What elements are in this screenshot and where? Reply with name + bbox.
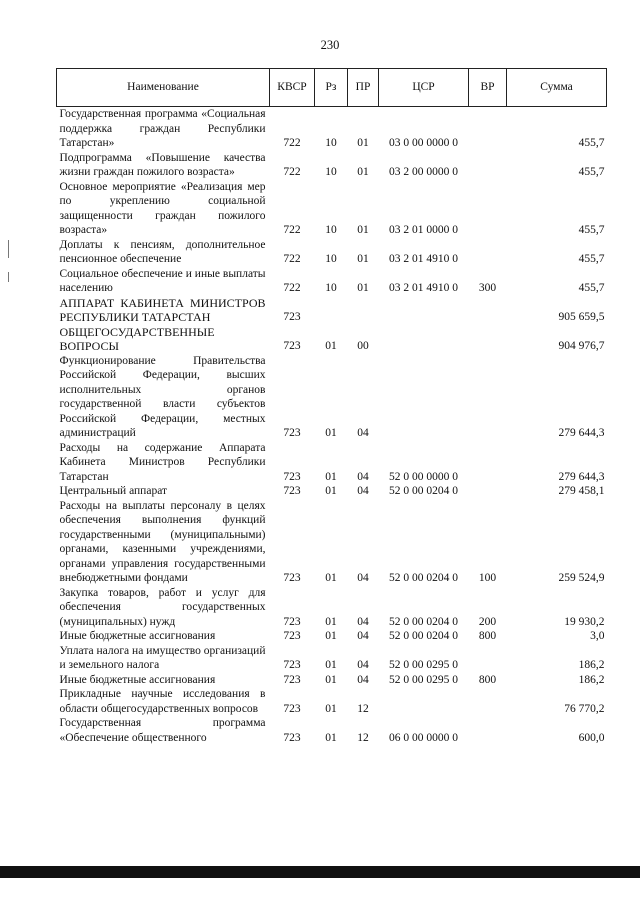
cell-name: Уплата налога на имущество организаций и земельного налога <box>59 644 266 671</box>
cell-vr <box>469 716 507 745</box>
cell-sum: 3,0 <box>590 630 605 642</box>
cell-kvsr: 722 <box>283 253 301 265</box>
cell-vr <box>469 238 507 267</box>
cell-csr: 06 0 00 0000 0 <box>389 731 458 744</box>
scan-edge-mark <box>8 240 9 258</box>
cell-sum: 905 659,5 <box>558 311 605 323</box>
cell-vr: 100 <box>478 572 497 584</box>
cell-vr <box>469 644 507 673</box>
cell-sum: 455,7 <box>578 166 605 178</box>
cell-vr <box>469 354 507 441</box>
cell-name: Доплаты к пенсиям, дополнительное пенсионное обеспечение <box>59 238 266 265</box>
table-row <box>57 673 607 688</box>
cell-pr: 12 <box>357 731 369 744</box>
cell-pr: 00 <box>357 340 369 352</box>
cell-csr: 52 0 00 0295 0 <box>389 673 458 686</box>
cell-vr: 300 <box>478 282 497 294</box>
cell-pr: 04 <box>357 470 369 483</box>
cell-vr <box>469 687 507 716</box>
cell-csr <box>379 296 469 325</box>
cell-pr: 01 <box>357 253 369 265</box>
cell-pr: 04 <box>357 630 369 642</box>
cell-rz: 01 <box>325 427 337 439</box>
cell-pr: 04 <box>357 673 369 686</box>
cell-name: Подпрограмма «Повышение качества жизни граждан пожилого возраста» <box>59 151 266 178</box>
cell-name: АППАРАТ КАБИНЕТА МИНИСТРОВ РЕСПУБЛИКИ ТАТАРСТАН <box>59 295 266 324</box>
cell-name: Государственная программа «Обеспечение общественного <box>59 717 266 744</box>
cell-vr <box>469 296 507 325</box>
table-row <box>57 267 607 296</box>
cell-vr <box>469 325 507 354</box>
cell-rz: 01 <box>325 470 337 483</box>
table-header-row <box>57 69 607 107</box>
cell-name: Закупка товаров, работ и услуг для обеспечения государственных (муниципальных) нужд <box>59 586 266 628</box>
cell-rz: 01 <box>325 340 337 352</box>
cell-rz: 01 <box>325 731 337 744</box>
cell-csr: 52 0 00 0204 0 <box>389 630 458 642</box>
cell-vr: 800 <box>478 673 497 686</box>
cell-sum: 455,7 <box>578 282 605 294</box>
cell-csr: 03 2 01 4910 0 <box>389 253 458 265</box>
cell-name: Расходы на содержание Аппарата Кабинета Министров Республики Татарстан <box>59 441 266 483</box>
cell-kvsr: 723 <box>283 340 301 352</box>
cell-csr: 03 0 00 0000 0 <box>389 137 458 149</box>
table-row <box>57 629 607 644</box>
cell-pr: 04 <box>357 659 369 671</box>
table-row <box>57 296 607 325</box>
cell-csr: 52 0 00 0204 0 <box>389 485 458 497</box>
cell-rz <box>315 296 348 325</box>
cell-kvsr: 723 <box>283 673 301 686</box>
table-row <box>57 354 607 441</box>
cell-name: Государственная программа «Социальная поддержка граждан Республики Татарстан» <box>59 108 266 149</box>
cell-sum: 455,7 <box>578 137 605 149</box>
col-header-sum: Сумма <box>507 69 607 107</box>
cell-rz: 10 <box>325 224 337 236</box>
table-row <box>57 586 607 630</box>
cell-name: Иные бюджетные ассигнования <box>59 630 216 642</box>
cell-pr: 04 <box>357 572 369 584</box>
table-row <box>57 499 607 586</box>
cell-sum: 259 524,9 <box>558 572 605 584</box>
cell-pr: 01 <box>357 224 369 236</box>
table-body <box>57 107 607 746</box>
cell-kvsr: 722 <box>283 166 301 178</box>
cell-name: Центральный аппарат <box>59 485 168 497</box>
cell-pr: 04 <box>357 427 369 439</box>
cell-vr <box>469 151 507 180</box>
cell-kvsr: 722 <box>283 137 301 149</box>
cell-pr: 04 <box>357 485 369 497</box>
cell-sum: 279 644,3 <box>558 427 605 439</box>
cell-csr: 03 2 01 4910 0 <box>389 282 458 294</box>
col-header-rz: Рз <box>315 69 348 107</box>
cell-name: Функционирование Правительства Российской Федерации, высших исполнительных органов государственной власти субъектов Российской Федерации, местных администраций <box>59 354 266 439</box>
cell-csr <box>379 325 469 354</box>
cell-sum: 904 976,7 <box>558 340 605 352</box>
cell-vr <box>469 484 507 499</box>
col-header-name: Наименование <box>57 69 270 107</box>
cell-name: ОБЩЕГОСУДАРСТВЕННЫЕ ВОПРОСЫ <box>59 324 215 353</box>
cell-rz: 01 <box>325 659 337 671</box>
scan-edge-mark <box>8 272 9 282</box>
cell-rz: 10 <box>325 137 337 149</box>
cell-rz: 10 <box>325 166 337 178</box>
scan-bottom-bar <box>0 866 640 878</box>
cell-csr <box>379 687 469 716</box>
cell-sum: 186,2 <box>578 673 605 686</box>
cell-name: Основное мероприятие «Реализация мер по укреплению социальной защищенности граждан пожилого возраста» <box>59 180 266 236</box>
cell-vr <box>469 107 507 151</box>
cell-sum: 76 770,2 <box>564 702 605 715</box>
cell-kvsr: 723 <box>283 702 301 715</box>
cell-kvsr: 722 <box>283 224 301 236</box>
table-row <box>57 644 607 673</box>
cell-csr: 52 0 00 0000 0 <box>389 470 458 483</box>
cell-vr: 800 <box>478 630 497 642</box>
cell-kvsr: 723 <box>283 572 301 584</box>
budget-table <box>56 68 607 745</box>
cell-kvsr: 723 <box>283 485 301 497</box>
cell-kvsr: 723 <box>283 615 301 628</box>
cell-name: Прикладные научные исследования в области общегосударственных вопросов <box>59 688 266 715</box>
table-row <box>57 441 607 485</box>
cell-kvsr: 722 <box>283 282 301 294</box>
cell-kvsr: 723 <box>283 630 301 642</box>
table-row <box>57 238 607 267</box>
cell-csr: 03 2 00 0000 0 <box>389 166 458 178</box>
cell-sum: 600,0 <box>578 731 605 744</box>
cell-csr: 03 2 01 0000 0 <box>389 224 458 236</box>
cell-sum: 19 930,2 <box>564 615 605 628</box>
cell-csr: 52 0 00 0204 0 <box>389 615 458 628</box>
cell-pr <box>348 296 379 325</box>
table-row <box>57 687 607 716</box>
cell-pr: 04 <box>357 615 369 628</box>
cell-rz: 01 <box>325 572 337 584</box>
cell-name: Социальное обеспечение и иные выплаты населению <box>59 267 266 294</box>
cell-pr: 12 <box>357 702 369 715</box>
cell-pr: 01 <box>357 166 369 178</box>
cell-kvsr: 723 <box>283 427 301 439</box>
cell-rz: 01 <box>325 485 337 497</box>
cell-pr: 01 <box>357 137 369 149</box>
cell-vr <box>469 180 507 238</box>
cell-rz: 10 <box>325 253 337 265</box>
cell-vr <box>469 441 507 485</box>
cell-csr: 52 0 00 0295 0 <box>389 659 458 671</box>
table-row <box>57 484 607 499</box>
cell-rz: 01 <box>325 630 337 642</box>
table-row <box>57 180 607 238</box>
col-header-vr: ВР <box>469 69 507 107</box>
cell-rz: 10 <box>325 282 337 294</box>
col-header-pr: ПР <box>348 69 379 107</box>
table-row <box>57 107 607 151</box>
cell-kvsr: 723 <box>283 731 301 744</box>
cell-name: Расходы на выплаты персоналу в целях обеспечения выполнения функций государственными (муниципальными) органами, казенными учреждениями, органами управления государственными внебюджетными фондами <box>59 499 266 584</box>
table-row <box>57 325 607 354</box>
page-number: 230 <box>320 38 340 52</box>
cell-csr: 52 0 00 0204 0 <box>389 572 458 584</box>
cell-sum: 455,7 <box>578 224 605 236</box>
cell-rz: 01 <box>325 615 337 628</box>
cell-rz: 01 <box>325 702 337 715</box>
col-header-csr: ЦСР <box>379 69 469 107</box>
cell-pr: 01 <box>357 282 369 294</box>
cell-sum: 279 644,3 <box>558 470 605 483</box>
col-header-kvsr: КВСР <box>270 69 315 107</box>
cell-sum: 186,2 <box>578 659 605 671</box>
cell-rz: 01 <box>325 673 337 686</box>
cell-sum: 279 458,1 <box>558 485 605 497</box>
cell-kvsr: 723 <box>283 470 301 483</box>
cell-sum: 455,7 <box>578 253 605 265</box>
table-row <box>57 716 607 745</box>
cell-kvsr: 723 <box>283 659 301 671</box>
cell-csr <box>379 354 469 441</box>
cell-name: Иные бюджетные ассигнования <box>59 673 216 686</box>
table-row <box>57 151 607 180</box>
cell-vr: 200 <box>478 615 497 628</box>
cell-kvsr: 723 <box>283 311 301 323</box>
